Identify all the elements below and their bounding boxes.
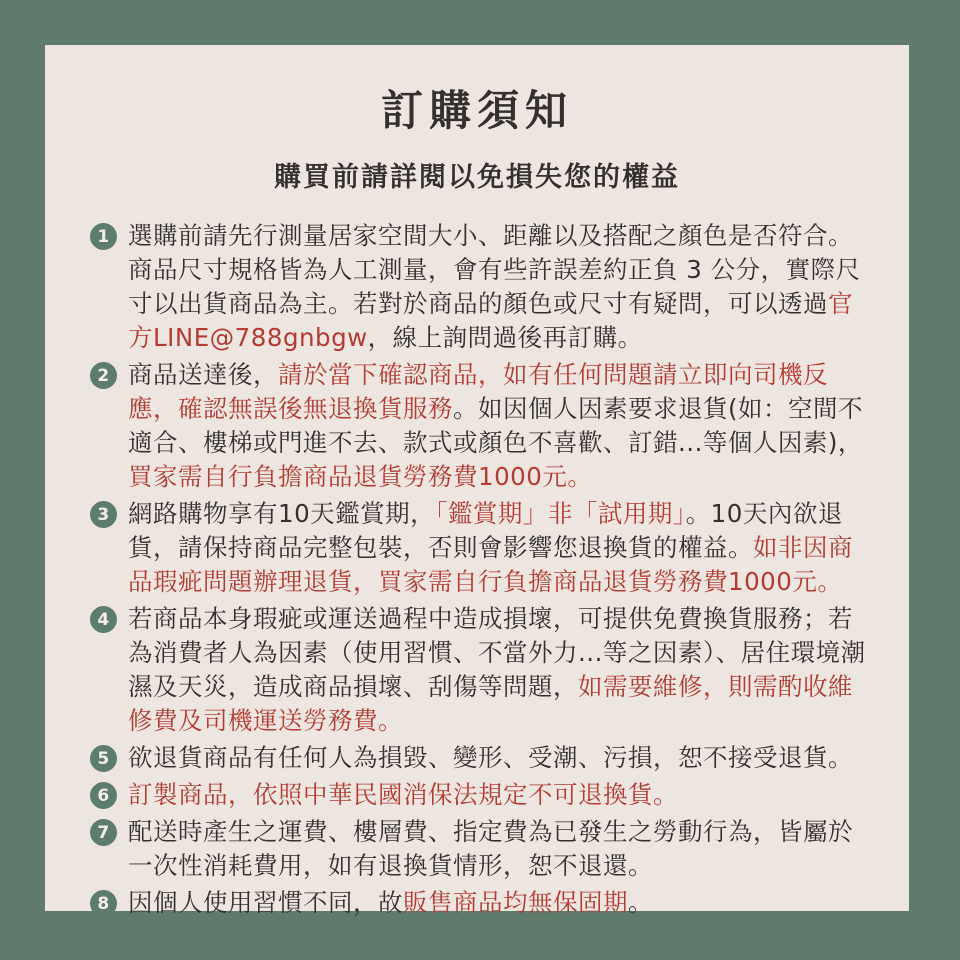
- text-segment: 選購前請先行測量居家空間大小、距離以及搭配之顏色是否符合。商品尺寸規格皆為人工測量，會有些許誤差約正負 3 公分，實際尺寸以出貨商品為主。若對於商品的顏色或尺寸有疑問，可以透過: [128, 221, 861, 318]
- item-number-badge: 3: [90, 501, 117, 528]
- text-segment: 訂製商品，依照中華民國消保法規定不可退換貨。: [128, 780, 678, 809]
- text-segment: 商品送達後，: [128, 360, 278, 389]
- text-segment: 因個人使用習慣不同，故: [128, 888, 403, 917]
- notice-list: [90, 219, 869, 920]
- text-segment: 官方LINE@788gnbgw: [128, 289, 853, 352]
- notice-panel: [45, 45, 909, 917]
- text-segment: ，線上詢問過後再訂購。: [367, 323, 643, 352]
- text-segment: 。: [628, 888, 653, 917]
- list-item: [90, 497, 869, 599]
- item-number-badge: 8: [90, 890, 117, 917]
- text-segment: 販售商品均無保固期: [403, 888, 628, 917]
- item-number-badge: 1: [90, 223, 117, 250]
- list-item: [90, 219, 869, 355]
- text-segment: 如非因商品瑕疵問題辦理退貨，買家需自行負擔商品退貨勞務費1000元。: [128, 533, 853, 596]
- item-number-badge: 4: [90, 606, 117, 633]
- item-number-badge: 7: [90, 819, 117, 846]
- text-segment: 配送時產生之運費、樓層費、指定費為已發生之勞動行為，皆屬於一次性消耗費用，如有退換貨情形，恕不退還。: [128, 817, 853, 880]
- text-segment: 欲退貨商品有任何人為損毀、變形、受潮、污損，恕不接受退貨。: [128, 743, 853, 772]
- text-segment: 「鑑賞期」非「試用期」: [435, 499, 686, 528]
- item-number-badge: 6: [90, 782, 117, 809]
- text-segment: 。10天內欲退貨，請保持商品完整包裝，否則會影響您退換貨的權益。: [128, 499, 843, 562]
- list-item: [90, 358, 869, 494]
- text-segment: 若商品本身瑕疵或運送過程中造成損壞，可提供免費換貨服務；若為消費者人為因素（使用習慣、不當外力...等之因素）、居住環境潮濕及天災，造成商品損壞、刮傷等問題，: [128, 604, 866, 701]
- item-number-badge: 2: [90, 362, 117, 389]
- text-segment: 如需要維修，則需酌收維修費及司機運送勞務費。: [128, 672, 853, 735]
- text-segment: 買家需自行負擔商品退貨勞務費1000元。: [128, 462, 593, 491]
- text-segment: 請於當下確認商品，如有任何問題請立即向司機反應，確認無誤後無退換貨服務: [128, 360, 828, 423]
- item-number-badge: 5: [90, 745, 117, 772]
- list-item: [90, 602, 869, 738]
- list-item: [90, 741, 869, 775]
- text-segment: 。如因個人因素要求退貨(如：空間不適合、樓梯或門進不去、款式或顏色不喜歡、訂錯...等個人因素)，: [128, 394, 864, 457]
- list-item: [90, 815, 869, 883]
- list-item: [90, 886, 869, 920]
- page-subtitle: 購買前請詳閱以免損失您的權益: [274, 162, 680, 193]
- list-item: [90, 778, 869, 812]
- text-segment: 網路購物享有10天鑑賞期，: [128, 499, 436, 528]
- page-title: 訂購須知: [380, 86, 573, 135]
